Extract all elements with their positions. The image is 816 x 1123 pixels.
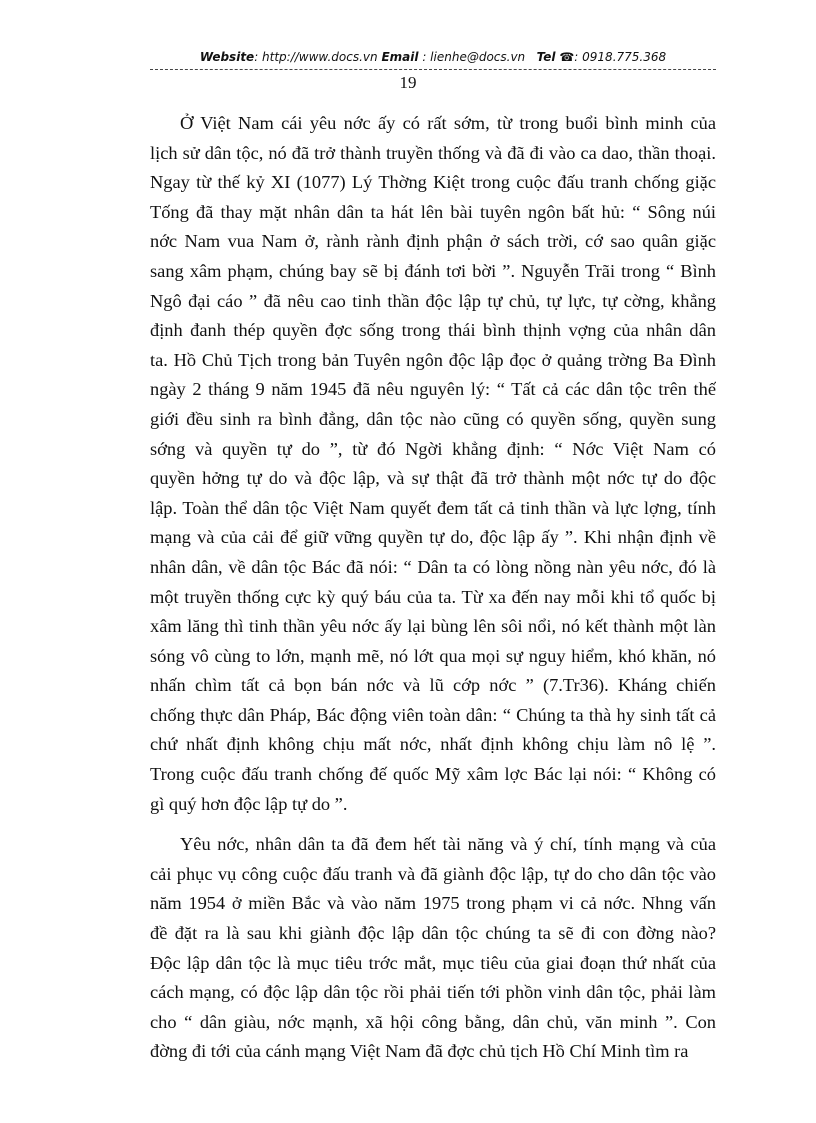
paragraph xyxy=(150,830,716,1067)
website-label: Website xyxy=(199,50,255,64)
text-line: Độc lập dân tộc là mục tiêu trớc mắt, mục tiêu của giai đoạn thứ nhất của xyxy=(150,952,716,973)
text-line: giới đều sinh ra bình đẳng, dân tộc nào cũng có quyền sống, quyền sung xyxy=(150,408,716,429)
text-line: lập. Toàn thể dân tộc Việt Nam quyết đem tất cả tinh thần và lực lợng, tính xyxy=(150,497,716,518)
page-header xyxy=(150,50,716,64)
text-line: Trong cuộc đấu tranh chống đế quốc Mỹ xâm lợc Bác lại nói: “ Không có xyxy=(150,764,716,785)
text-line: nớc Nam vua Nam ở, rành rành định phận ở sách trời, cớ sao quân giặc xyxy=(150,231,716,252)
header-divider xyxy=(150,69,716,70)
text-line: nhân dân, về dân tộc Bác đã nói: “ Dân ta có lòng nồng nàn yêu nớc, đó là xyxy=(150,556,716,577)
paragraph xyxy=(150,109,716,819)
website-value[interactable]: : http://www.docs.vn xyxy=(254,50,378,64)
text-line: sớng và quyền tự do ”, từ đó Ngời khẳng định: “ Nớc Việt Nam có xyxy=(150,438,716,459)
email-value[interactable]: : lienhe@docs.vn xyxy=(422,50,526,64)
document-body xyxy=(150,109,716,1067)
page-number: 19 xyxy=(399,73,417,92)
text-line: gì quý hơn độc lập tự do ”. xyxy=(150,793,348,814)
text-line: cách mạng, có độc lập dân tộc rồi phải tiến tới phồn vinh dân tộc, phải làm xyxy=(150,982,716,1003)
text-line: sang xâm phạm, chúng bay sẽ bị đánh tơi bời ”. Nguyễn Trãi trong “ Bình xyxy=(150,260,716,281)
text-line: chống thực dân Pháp, Bác động viên toàn dân: “ Chúng ta thà hy sinh tất cả xyxy=(150,704,716,725)
text-line: năm 1954 ở miền Bắc và vào năm 1975 trong phạm vi cả nớc. Nhng vấn xyxy=(150,893,716,914)
tel-label: Tel xyxy=(536,50,556,64)
text-line: ngày 2 tháng 9 năm 1945 đã nêu nguyên lý: “ Tất cả các dân tộc trên thế xyxy=(150,379,716,400)
text-line: một truyền thống cực kỳ quý báu của ta. Từ xa đến nay mỗi khi tổ quốc bị xyxy=(150,586,716,607)
text-line: Ở Việt Nam cái yêu nớc ấy có rất sớm, từ trong buổi bình minh của xyxy=(180,113,716,133)
text-line: lịch sử dân tộc, nó đã trở thành truyền thống và đã đi vào ca dao, thần thoại. xyxy=(150,142,716,163)
text-line: cho “ dân giàu, nớc mạnh, xã hội công bằng, dân chủ, văn minh ”. Con xyxy=(150,1011,716,1032)
text-line: đề đặt ra là sau khi giành độc lập dân tộc chúng ta sẽ đi con đờng nào? xyxy=(150,923,716,944)
text-line: mạng và của cải để giữ vững quyền tự do, độc lập ấy ”. Khi nhận định về xyxy=(150,527,716,548)
text-line: nhấn chìm tất cả bọn bán nớc và lũ cớp nớc ” (7.Tr36). Kháng chiến xyxy=(150,675,716,696)
text-line: Yêu nớc, nhân dân ta đã đem hết tài năng và ý chí, tính mạng và của xyxy=(180,834,716,855)
text-line: Ngô đại cáo ” đã nêu cao tinh thần độc lập tự chủ, tự lực, tự cờng, khẳng xyxy=(150,290,716,311)
text-line: cải phục vụ công cuộc đấu tranh và đã giành độc lập, tự do cho dân tộc vào xyxy=(150,863,716,884)
email-label: Email xyxy=(381,50,419,64)
text-line: ta. Hồ Chủ Tịch trong bản Tuyên ngôn độc lập đọc ở quảng trờng Ba Đình xyxy=(150,349,716,370)
text-line: xâm lăng thì tinh thần yêu nớc ấy lại bùng lên sôi nổi, nó kết thành một làn xyxy=(150,616,716,637)
text-line: sóng vô cùng to lớn, mạnh mẽ, nó lớt qua mọi sự nguy hiểm, khó khăn, nó xyxy=(150,645,716,666)
text-line: chứ nhất định không chịu mất nớc, nhất định không chịu làm nô lệ ”. xyxy=(150,734,716,755)
tel-value: : 0918.775.368 xyxy=(574,50,667,64)
text-line: đờng đi tới của cánh mạng Việt Nam đã đợc chủ tịch Hồ Chí Minh tìm ra xyxy=(150,1041,689,1062)
text-line: định đanh thép quyền đợc sống trong thái bình thịnh vợng của nhân dân xyxy=(150,320,716,341)
phone-icon: ☎ xyxy=(559,50,575,64)
text-line: Tống đã thay mặt nhân dân ta hát lên bài tuyên ngôn bất hủ: “ Sông núi xyxy=(150,201,716,222)
text-line: Ngay từ thế kỷ XI (1077) Lý Thờng Kiệt trong cuộc đấu tranh chống giặc xyxy=(150,172,716,193)
text-line: quyền hởng tự do và độc lập, và sự thật đã trở thành một nớc tự do độc xyxy=(150,468,716,489)
